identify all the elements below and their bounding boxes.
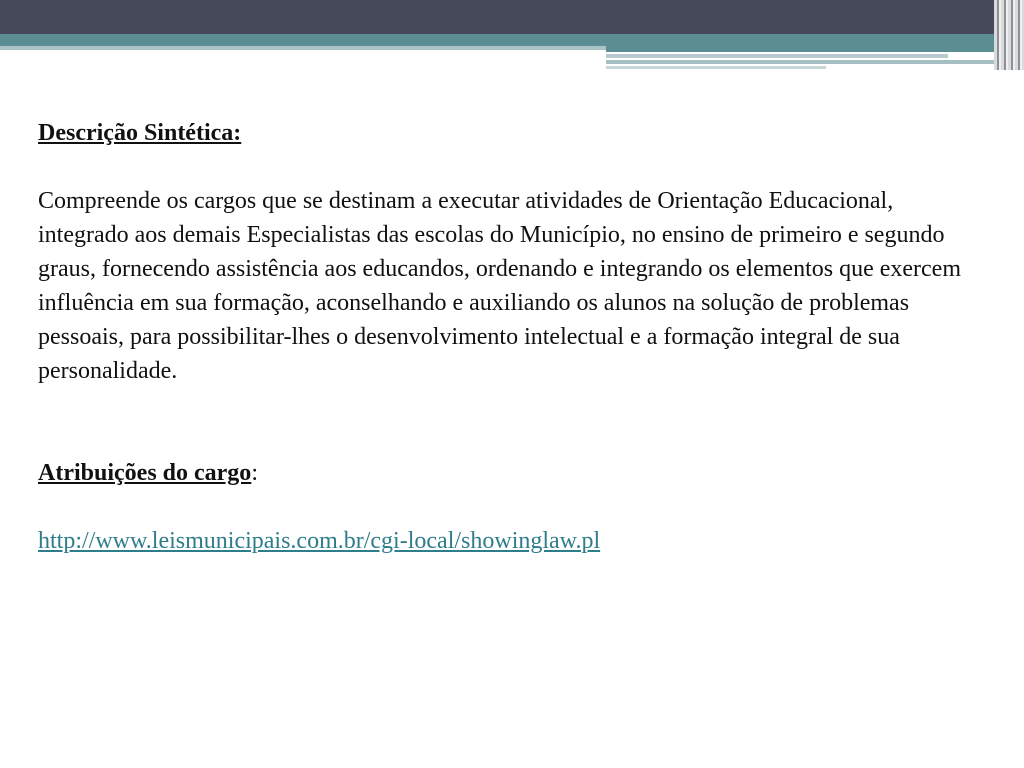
- attributions-label: Atribuições do cargo: [38, 460, 252, 486]
- header-band: [606, 54, 948, 58]
- description-paragraph: Compreende os cargos que se destinam a executar atividades de Orientação Educacional, integrado aos demais Especialistas das escolas do Município, no ensino de primeiro e segundo graus, fornecendo assistência aos educandos, ordenando e integrando os elementos que exercem influência em sua formação, aconselhando e auxiliando os alunos na solução de problemas pessoais, para possibilitar-lhes o desenvolvimento intelectual e a formação integral de sua personalidade.: [38, 188, 961, 384]
- law-link[interactable]: http://www.leismunicipais.com.br/cgi-local/showinglaw.pl: [38, 528, 601, 554]
- header-band: [606, 60, 1000, 64]
- section-title-descricao: Descrição Sintética:: [38, 120, 242, 146]
- header-band: [606, 66, 826, 69]
- attributions-line: [38, 456, 988, 490]
- header-stripes: [994, 0, 1024, 70]
- attributions-colon: :: [251, 460, 258, 486]
- header-bar-step: [606, 46, 1000, 52]
- header-bar-teal: [0, 34, 1000, 46]
- link-line: [38, 524, 988, 558]
- slide-content: [38, 116, 988, 558]
- header-bar-teal-light: [0, 46, 606, 50]
- header-bar-dark: [0, 0, 1024, 34]
